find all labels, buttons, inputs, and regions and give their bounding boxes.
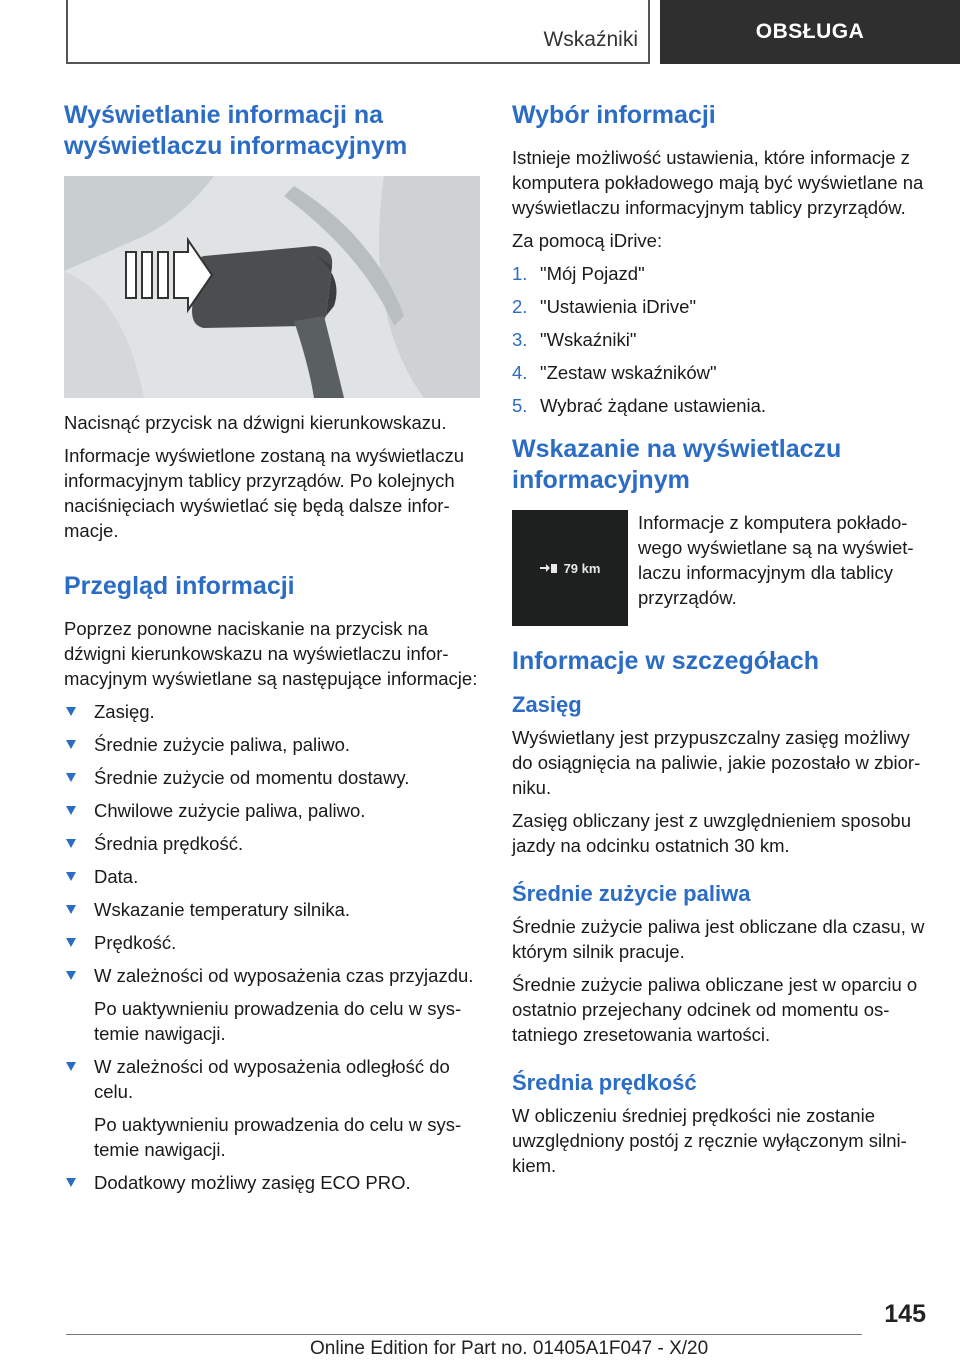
- steps-list: [512, 261, 932, 418]
- paragraph-display-info: Informacje z komputera pokładowego wyświetlane są na wyświetlaczu informacyjnym dla tablicy przyrządów.: [638, 512, 914, 608]
- list-item: Średnia prędkość.: [64, 831, 482, 856]
- step-item: 1. "Mój Pojazd": [512, 263, 645, 284]
- step-item: 4. "Zestaw wskaźników": [512, 362, 717, 383]
- range-value: 79 km: [563, 560, 601, 576]
- header-chapter-tab: OBSŁUGA: [660, 0, 960, 64]
- paragraph-consumption-2: Średnie zużycie paliwa obliczane jest w oparciu o ostatnio przejechany odcinek od momentu ostatniego zresetowania wartości.: [512, 974, 918, 1045]
- left-column: [64, 100, 482, 1203]
- heading-select-info: Wybór informacji: [512, 101, 716, 129]
- heading-details: Informacje w szczegółach: [512, 647, 820, 675]
- triangle-bullet-icon: [66, 806, 76, 815]
- lever-button-image: [64, 176, 480, 398]
- triangle-bullet-icon: [66, 938, 76, 947]
- step-item: 2. "Ustawienia iDrive": [512, 296, 697, 317]
- heading-avg-consumption: Średnie zużycie paliwa: [512, 881, 751, 906]
- paragraph-info-shown: Informacje wyświetlone zostaną na wyświetlaczu informacyjnym tablicy przyrządów. Po kolejnych naciśnięciach wyświetlać się będą dalsze informacje.: [64, 445, 464, 541]
- list-item-note: Po uaktywnieniu prowadzenia do celu w systemie nawigacji.: [94, 998, 462, 1044]
- list-item: Wskazanie temperatury silnika.: [64, 897, 482, 922]
- triangle-bullet-icon: [66, 1062, 76, 1071]
- triangle-bullet-icon: [66, 839, 76, 848]
- triangle-bullet-icon: [66, 773, 76, 782]
- list-item-note: Po uaktywnieniu prowadzenia do celu w systemie nawigacji.: [94, 1114, 462, 1160]
- turn-signal-lever-illustration: [64, 176, 480, 398]
- triangle-bullet-icon: [66, 740, 76, 749]
- heading-avg-speed: Średnia prędkość: [512, 1070, 697, 1095]
- paragraph-consumption-1: Średnie zużycie paliwa jest obliczane dla czasu, w którym silnik pracuje.: [512, 916, 925, 962]
- paragraph-overview-intro: Poprzez ponowne naciskanie na przycisk na dźwigni kierunkowskazu na wyświetlaczu informacyjnym wyświetlane są następujące informacje:: [64, 618, 478, 689]
- step-item: 3. "Wskaźniki": [512, 329, 637, 350]
- list-item: W zależności od wyposażenia odległość do celu. Po uaktywnieniu prowadzenia do celu w systemie nawigacji.: [64, 1054, 482, 1162]
- paragraph-idrive: Za pomocą iDrive:: [512, 230, 663, 251]
- triangle-bullet-icon: [66, 971, 76, 980]
- paragraph-range-2: Zasięg obliczany jest z uwzględnieniem sposobu jazdy na odcinku ostatnich 30 km.: [512, 810, 911, 856]
- list-item: Średnie zużycie paliwa, paliwo.: [64, 732, 482, 757]
- right-column: [512, 100, 932, 1186]
- footer-divider: [66, 1334, 862, 1335]
- info-list: [64, 699, 482, 1195]
- triangle-bullet-icon: [66, 905, 76, 914]
- list-item: Zasięg.: [64, 699, 482, 724]
- paragraph-press-button: Nacisnąć przycisk na dźwigni kierunkowskazu.: [64, 412, 447, 433]
- list-item: Dodatkowy możliwy zasięg ECO PRO.: [64, 1170, 482, 1195]
- display-example: [512, 510, 932, 626]
- heading-info-overview: Przegląd informacji: [64, 572, 295, 600]
- triangle-bullet-icon: [66, 872, 76, 881]
- list-item: Średnie zużycie od momentu dostawy.: [64, 765, 482, 790]
- range-display-image: [512, 510, 628, 626]
- list-item: Prędkość.: [64, 930, 482, 955]
- page-number: 145: [884, 1300, 926, 1328]
- header-section-title: Wskaźniki: [543, 28, 638, 51]
- paragraph-speed: W obliczeniu średniej prędkości nie zostanie uwzględniony postój z ręcznie wyłączonym silnikiem.: [512, 1105, 907, 1176]
- step-item: 5. Wybrać żądane ustawienia.: [512, 395, 767, 416]
- footer-edition: Online Edition for Part no. 01405A1F047 - X/20: [310, 1338, 709, 1359]
- list-item: Chwilowe zużycie paliwa, paliwo.: [64, 798, 482, 823]
- heading-display-info: Wyświetlanie informacji na wyświetlaczu informacyjnym: [64, 101, 408, 160]
- triangle-bullet-icon: [66, 1178, 76, 1187]
- paragraph-select-intro: Istnieje możliwość ustawienia, które informacje z komputera pokładowego mają być wyświetlane na wyświetlaczu informacyjnym tablicy przyrządów.: [512, 147, 924, 218]
- heading-range: Zasięg: [512, 692, 582, 717]
- list-item: W zależności od wyposażenia czas przyjazdu. Po uaktywnieniu prowadzenia do celu w systemie nawigacji.: [64, 963, 482, 1046]
- fuel-range-icon: [540, 562, 558, 574]
- heading-display-indication: Wskazanie na wyświetlaczu informacyjnym: [512, 435, 842, 494]
- list-item: Data.: [64, 864, 482, 889]
- paragraph-range-1: Wyświetlany jest przypuszczalny zasięg możliwy do osiągnięcia na paliwie, jakie pozostało w zbiorniku.: [512, 727, 921, 798]
- triangle-bullet-icon: [66, 707, 76, 716]
